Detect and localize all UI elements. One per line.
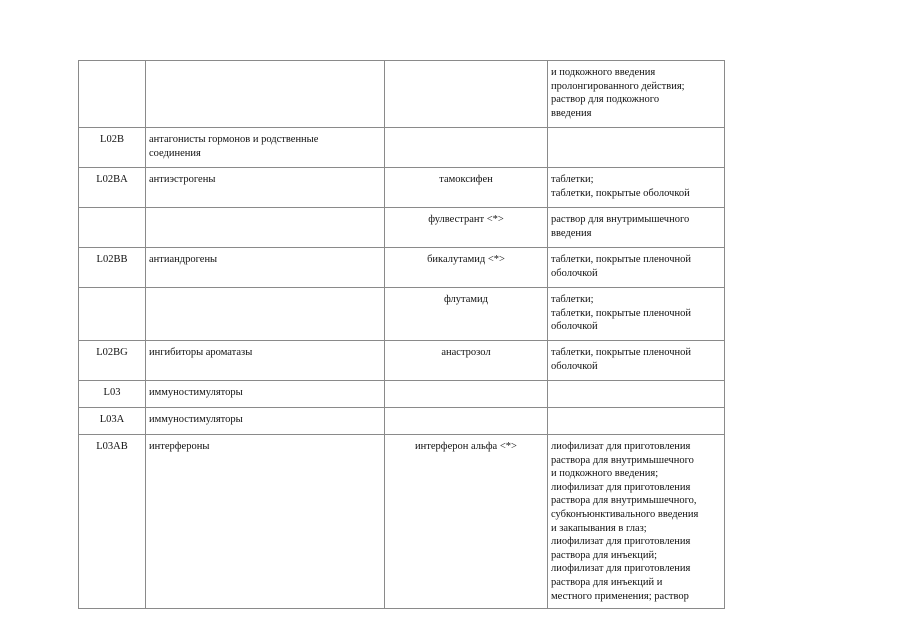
atc-code-cell [79,435,146,609]
dosage-form-line: раствора для инъекций; [551,549,658,561]
dosage-form-cell [548,248,725,288]
atc-code-cell [79,248,146,288]
atc-group-cell [146,341,385,381]
dosage-form-cell [548,408,725,435]
atc-code: L02BA [96,174,128,185]
dosage-form-cell [548,208,725,248]
dosage-form-line: введения [551,227,592,239]
drug-name-cell [385,408,548,435]
drug-name-cell [385,381,548,408]
dosage-form-line: раствор для подкожного [551,94,660,106]
drug-name-cell [385,128,548,168]
dosage-form-line: оболочкой [551,267,598,279]
atc-code: L03A [99,414,125,425]
atc-code-cell [79,288,146,341]
atc-group-line: иммуностимуляторы [149,414,243,425]
table-row [79,168,725,208]
dosage-form-cell [548,128,725,168]
atc-group-line: соединения [149,147,201,159]
drug-name-cell [385,248,548,288]
dosage-form-line: оболочкой [551,360,598,372]
dosage-form-line: таблетки; [551,174,594,185]
dosage-form-cell [548,168,725,208]
drug-name-cell [385,435,548,609]
drug-name-cell [385,61,548,128]
atc-group-cell [146,248,385,288]
table-row [79,341,725,381]
dosage-form-line: и закапывания в глаз; [551,522,647,534]
table-row [79,248,725,288]
atc-code: L02BB [96,254,128,265]
dosage-form-line: таблетки, покрытые оболочкой [551,187,690,199]
dosage-form-line: раствор для внутримышечного [551,214,690,225]
atc-code: L03AB [96,441,128,452]
drug-table [78,60,725,609]
atc-group-line: антагонисты гормонов и родственные [149,134,319,145]
drug-name-cell [385,208,548,248]
dosage-form-line: лиофилизат для приготовления [551,536,691,548]
atc-group-cell [146,288,385,341]
drug-name: фулвестрант <*> [428,214,504,225]
atc-group-cell [146,435,385,609]
atc-code-cell [79,168,146,208]
dosage-form-line: лиофилизат для приготовления [551,563,691,575]
atc-group-cell [146,168,385,208]
table-row [79,435,725,609]
dosage-form-line: таблетки, покрытые пленочной [551,307,692,319]
atc-code: L03 [103,387,121,398]
drug-name: флутамид [443,294,488,305]
atc-code-cell [79,408,146,435]
atc-group-line: ингибиторы ароматазы [149,347,253,358]
dosage-form-cell [548,61,725,128]
table-row [79,128,725,168]
dosage-form-line: раствора для внутримышечного, [551,495,697,507]
atc-code-cell [79,381,146,408]
atc-group-line: антиэстрогены [149,174,216,185]
dosage-form-line: оболочкой [551,321,598,333]
atc-code-cell [79,341,146,381]
drug-table-body [79,61,725,609]
atc-group-cell [146,61,385,128]
dosage-form-cell [548,341,725,381]
drug-name: интерферон альфа <*> [415,441,517,452]
dosage-form-cell [548,435,725,609]
atc-group-line: иммуностимуляторы [149,387,243,398]
dosage-form-line: раствора для инъекций и [551,576,663,588]
dosage-form-line: лиофилизат для приготовления [551,481,691,493]
atc-group-cell [146,128,385,168]
atc-group-cell [146,408,385,435]
dosage-form-cell [548,381,725,408]
drug-name: бикалутамид <*> [427,254,505,265]
atc-code-cell [79,61,146,128]
table-row [79,408,725,435]
dosage-form-line: таблетки, покрытые пленочной [551,254,692,265]
dosage-form-line: пролонгированного действия; [551,80,685,92]
dosage-form-line: таблетки; [551,294,594,305]
dosage-form-line: и подкожного введения; [551,468,659,480]
dosage-form-line: раствора для внутримышечного [551,454,694,466]
atc-code: L02BG [96,347,128,358]
atc-group-line: антиандрогены [149,254,218,265]
atc-group-cell [146,208,385,248]
drug-name: тамоксифен [439,174,493,185]
dosage-form-line: и подкожного введения [551,67,656,78]
drug-name-cell [385,341,548,381]
dosage-form-line: введения [551,107,592,119]
dosage-form-line: местного применения; раствор [551,590,689,602]
atc-code: L02B [100,134,124,145]
table-row [79,208,725,248]
dosage-form-line: таблетки, покрытые пленочной [551,347,692,358]
dosage-form-line: лиофилизат для приготовления [551,441,691,452]
table-row [79,61,725,128]
atc-group-line: интерфероны [149,441,210,452]
drug-name: анастрозол [441,347,491,358]
dosage-form-line: субконъюнктивального введения [551,508,699,520]
atc-group-cell [146,381,385,408]
drug-name-cell [385,288,548,341]
atc-code-cell [79,208,146,248]
table-row [79,381,725,408]
drug-name-cell [385,168,548,208]
atc-code-cell [79,128,146,168]
table-row [79,288,725,341]
dosage-form-cell [548,288,725,341]
